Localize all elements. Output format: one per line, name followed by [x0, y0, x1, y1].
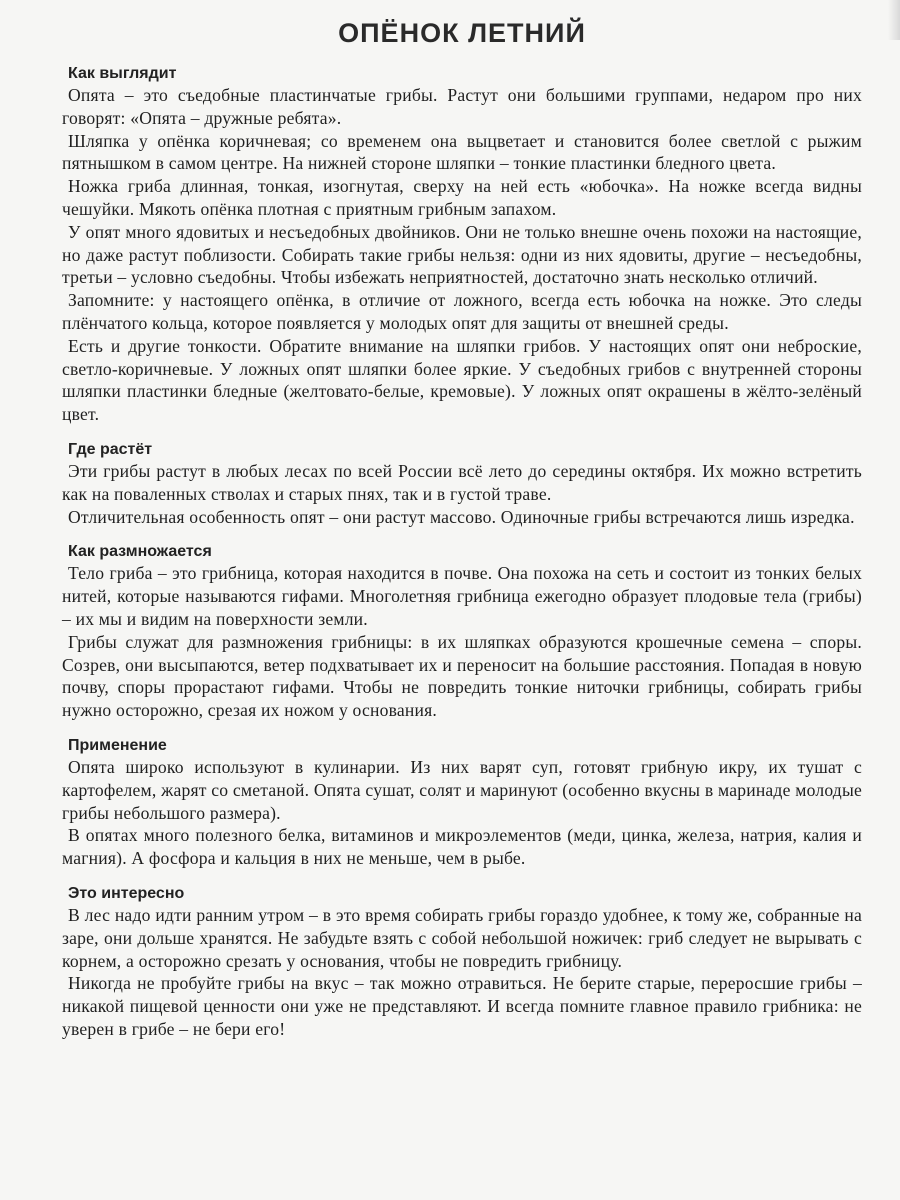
page-title: ОПЁНОК ЛЕТНИЙ — [338, 18, 586, 48]
paragraph: В опятах много полезного белка, витаминов и микроэлементов (меди, цинка, железа, натрия, калия и магния). А фосфора и кальция в них не меньше, чем в рыбе. — [62, 825, 862, 869]
section-heading: Как размножается — [68, 543, 212, 561]
paragraph: Ножка гриба длинная, тонкая, изогнутая, сверху на ней есть «юбочка». На ножке всегда видны чешуйки. Мякоть опёнка плотная с приятным грибным запахом. — [62, 176, 862, 219]
page-edge-shadow — [888, 0, 900, 40]
section — [62, 885, 862, 1041]
section-heading: Применение — [68, 736, 167, 754]
section-heading: Как выглядит — [68, 65, 177, 82]
paragraph: Эти грибы растут в любых лесах по всей России всё лето до середины октября. Их можно встретить как на поваленных стволах и старых пнях, так и в густой траве. — [62, 460, 862, 504]
section — [62, 441, 862, 528]
section — [62, 65, 862, 426]
paragraph: Есть и другие тонкости. Обратите внимание на шляпки грибов. У настоящих опят они неброские, светло-коричневые. У ложных опят шляпки более яркие. У съедобных грибов с внутренней стороны шляпки пластинки бледные (желтовато-белые, кремовые). У ложных опят окрашены в жёлто-зелёный цвет. — [62, 335, 862, 425]
section — [62, 543, 862, 722]
paragraph: Отличительная особенность опят – они растут массово. Одиночные грибы встречаются лишь изредка. — [68, 506, 855, 527]
section — [62, 737, 862, 870]
paragraph: Тело гриба – это грибница, которая находится в почве. Она похожа на сеть и состоит из тонких белых нитей, которые называются гифами. Многолетняя грибница ежегодно образует плодовые тела (грибы) – их мы и видим на поверхности земли. — [62, 563, 862, 629]
paragraph: Запомните: у настоящего опёнка, в отличие от ложного, всегда есть юбочка на ножке. Это следы плёнчатого кольца, которое появляется у молодых опят для защиты от внешней среды. — [62, 290, 862, 333]
paragraph: Шляпка у опёнка коричневая; со временем она выцветает и становится более светлой с рыжим пятнышком в самом центре. На нижней стороне шляпки – тонкие пластинки бледного цвета. — [62, 130, 862, 174]
paragraph: Опята – это съедобные пластинчатые грибы. Растут они большими группами, недаром про них говорят: «Опята – дружные ребята». — [62, 85, 862, 128]
paragraph: В лес надо идти ранним утром – в это время собирать грибы гораздо удобнее, к тому же, собранные на заре, они дольше хранятся. Не забудьте взять с собой небольшой ножичек: гриб следует не вырывать с корнем, а осторожно срезать у основания, чтобы не повредить грибницу. — [62, 904, 862, 971]
paragraph: У опят много ядовитых и несъедобных двойников. Они не только внешне очень похожи на настоящие, но даже растут поблизости. Собирать такие грибы нельзя: одни из них ядовиты, другие – несъедобны, третьи – условно съедобны. Чтобы избежать неприятностей, достаточно знать несколько отличий. — [62, 221, 862, 288]
content-body — [62, 65, 862, 1041]
paragraph: Опята широко используют в кулинарии. Из них варят суп, готовят грибную икру, их тушат с картофелем, жарят со сметаной. Опята сушат, солят и маринуют (особенно вкусны в маринаде молодые грибы небольшого размера). — [62, 756, 862, 823]
section-heading: Где растёт — [68, 440, 153, 458]
document-page — [62, 18, 862, 1056]
paragraph: Никогда не пробуйте грибы на вкус – так можно отравиться. Не берите старые, переросшие грибы – никакой пищевой ценности они уже не представляют. И всегда помните главное правило грибника: не уверен в грибе – не бери его! — [62, 973, 862, 1039]
paragraph: Грибы служат для размножения грибницы: в их шляпках образуются крошечные семена – споры. Созрев, они высыпаются, ветер подхватывает их и переносит на большие расстояния. Попадая в новую почву, споры прорастают гифами. Чтобы не повредить тонкие ниточки грибницы, собирать грибы нужно осторожно, срезая их ножом у основания. — [62, 631, 862, 721]
section-heading: Это интересно — [68, 884, 185, 902]
